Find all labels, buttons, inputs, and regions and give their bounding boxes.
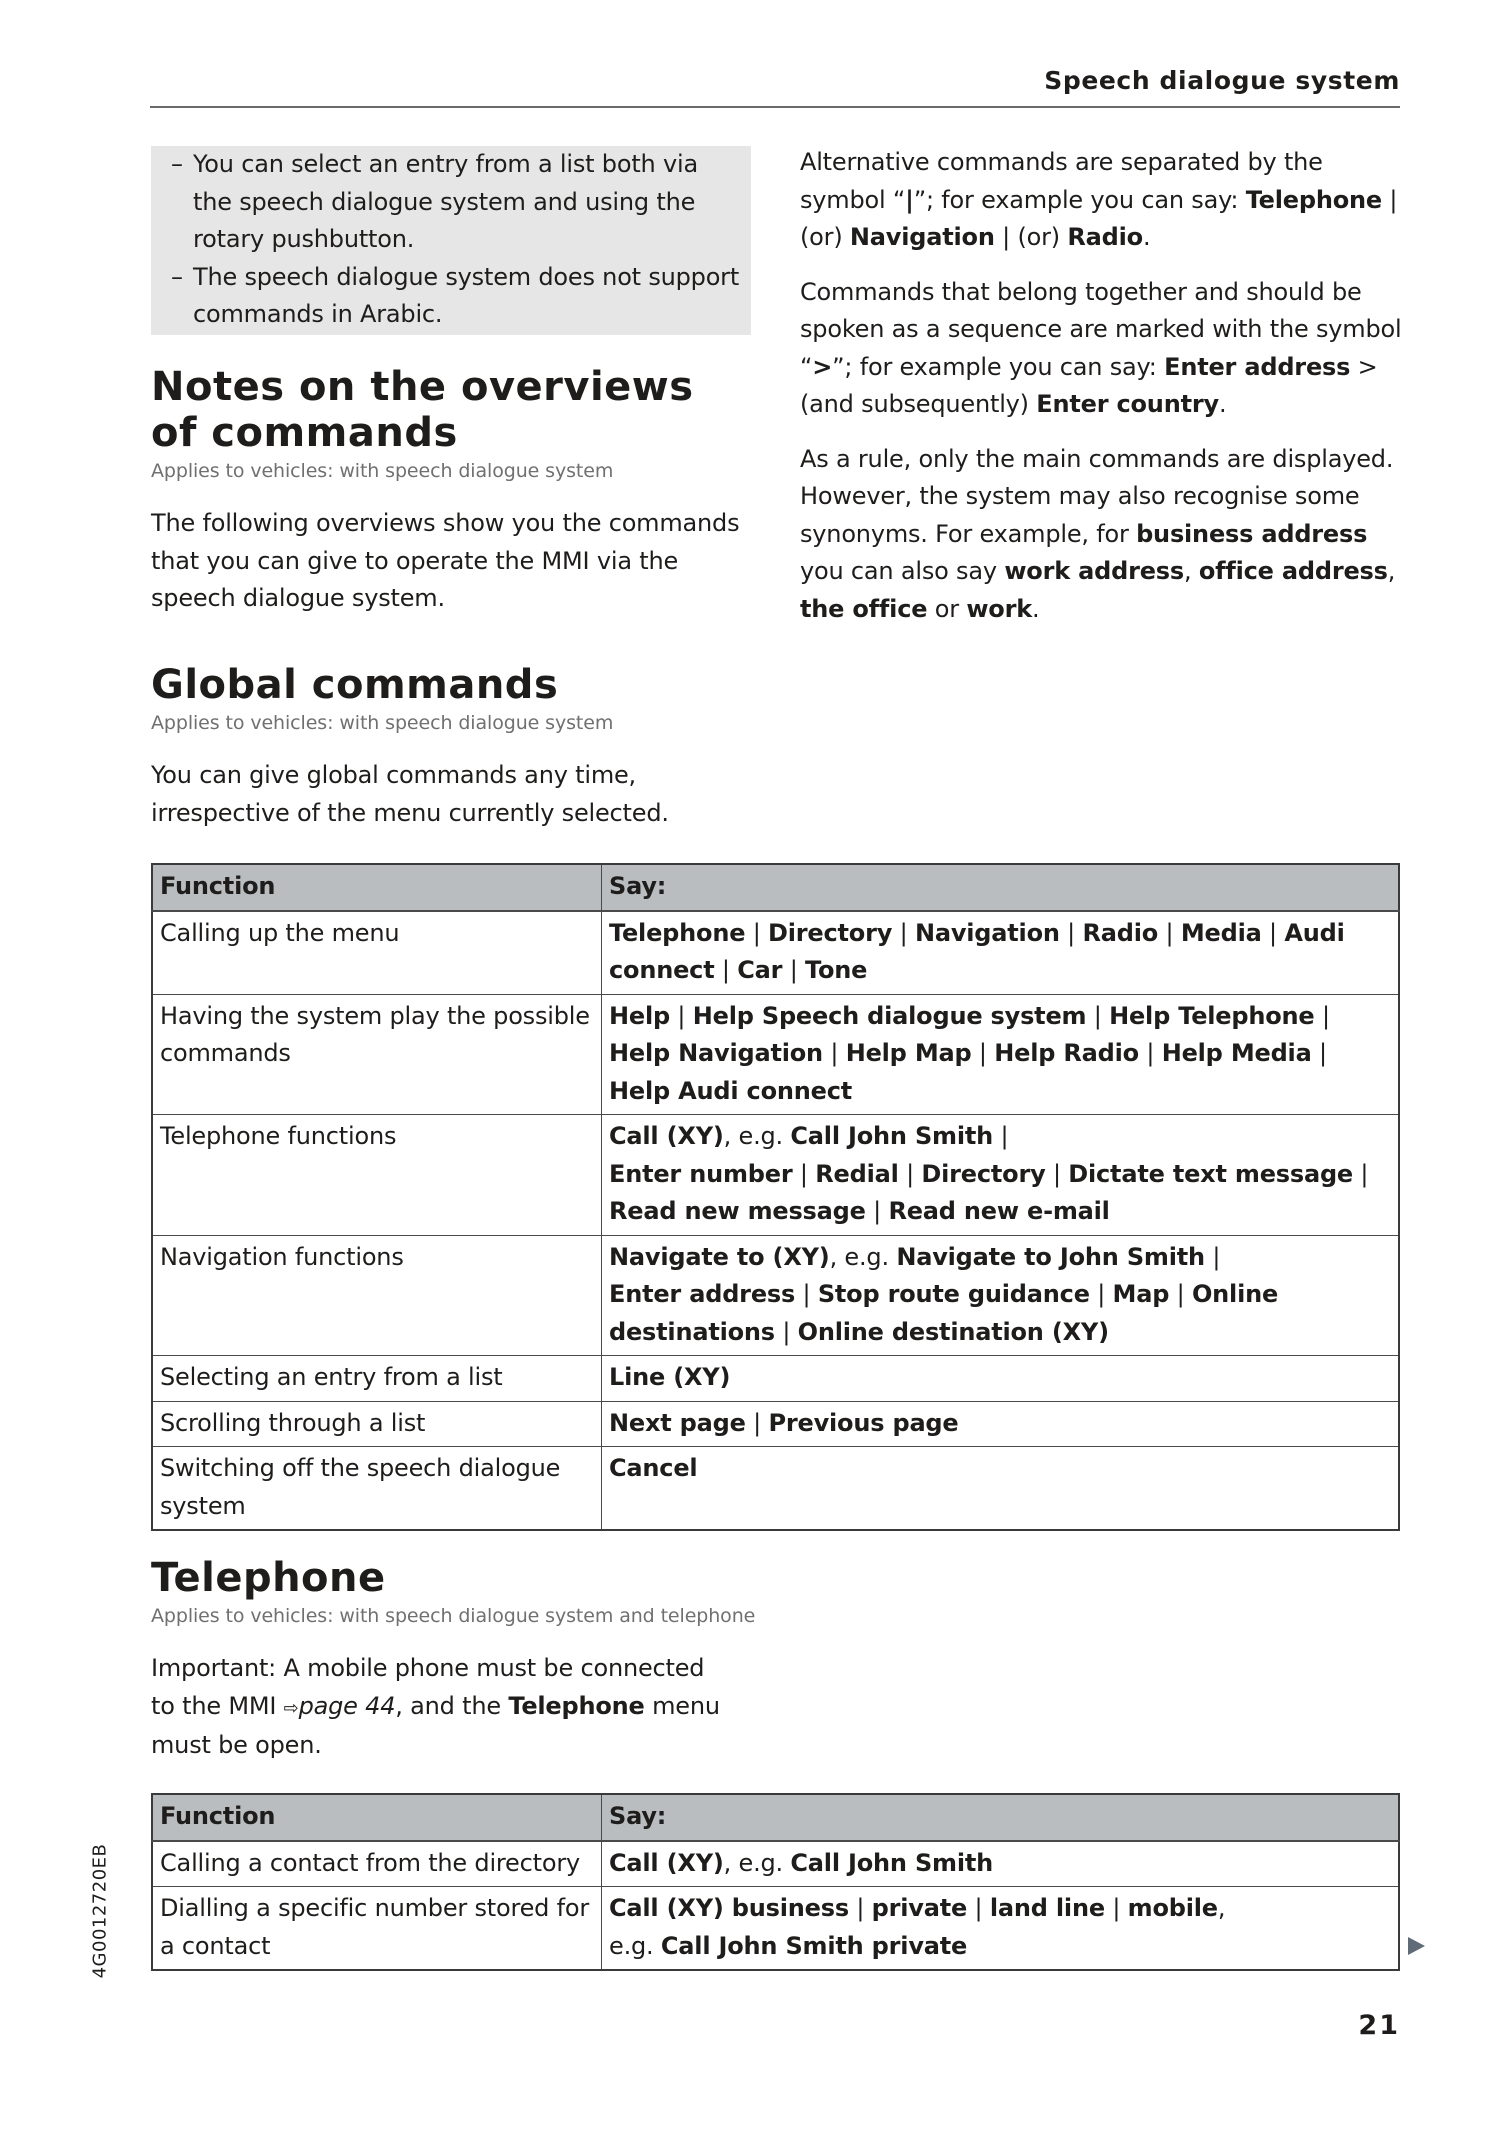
command-text: Call (XY): [609, 1122, 724, 1150]
text: you can also say: [800, 557, 1005, 585]
command-text: Help Radio: [994, 1039, 1139, 1067]
separator-text: |: [967, 1894, 990, 1922]
separator-text: |: [1353, 1159, 1369, 1188]
notes-heading-line2: of commands: [151, 410, 458, 456]
table-row: [152, 1401, 1399, 1447]
table-header-row: [152, 864, 1399, 911]
separator-text: |: [1314, 1001, 1330, 1030]
command-text: land line: [989, 1894, 1105, 1922]
function-cell: Calling up the menu: [152, 911, 602, 995]
command-text: Help Navigation: [609, 1039, 823, 1067]
page-number: 21: [1358, 2010, 1400, 2041]
text: ”; for example you can say:: [832, 352, 1165, 381]
command-text: work: [966, 594, 1032, 623]
text: | (or): [800, 185, 1398, 251]
telephone-paragraph: [151, 1650, 731, 1765]
command-text: Media: [1180, 918, 1262, 947]
command-text: Telephone: [609, 918, 746, 947]
command-text: Navigation: [849, 223, 995, 251]
column-header-say: Say:: [602, 1794, 1400, 1841]
command-text: Help Map: [845, 1039, 972, 1067]
column-header-function: Function: [152, 1794, 602, 1841]
telephone-commands-table: [151, 1793, 1400, 1971]
note-list: [171, 146, 741, 334]
separator-text: |: [782, 956, 806, 984]
separator-text: ,: [1217, 1894, 1226, 1922]
telephone-table-body: [152, 1841, 1399, 1971]
global-paragraph: You can give global commands any time, irrespective of the menu currently selected.: [151, 761, 669, 827]
command-text: Call (XY): [609, 1848, 724, 1877]
running-header-title: Speech dialogue system: [1044, 66, 1400, 95]
command-text: Enter number: [609, 1159, 793, 1188]
note-item: [171, 259, 741, 334]
command-text: Online destinations: [609, 1280, 1279, 1346]
separator-text: |: [1138, 1039, 1162, 1067]
function-cell: Having the system play the possible commands: [152, 994, 602, 1115]
header-divider: [150, 106, 1400, 108]
command-text: business address: [1136, 519, 1368, 548]
text: or: [927, 594, 967, 623]
command-text: Directory: [768, 918, 893, 947]
separator-text: |: [971, 1039, 995, 1067]
text: .: [1031, 594, 1040, 623]
command-text: Radio: [1082, 918, 1159, 947]
function-cell: Switching off the speech dialogue system: [152, 1447, 602, 1531]
table-header-row: [152, 1794, 1399, 1841]
say-cell: [602, 1887, 1400, 1971]
command-text: Redial: [815, 1159, 899, 1188]
function-cell: Calling a contact from the directory: [152, 1841, 602, 1887]
separator-text: |: [1261, 918, 1285, 947]
command-text: Navigation: [914, 918, 1060, 947]
command-text: Dictate text message: [1068, 1159, 1353, 1188]
command-text: Call (XY) business: [609, 1894, 849, 1922]
command-text: Navigate to (XY): [609, 1242, 830, 1271]
text: Important: A mobile phone must be connected to the MMI: [151, 1654, 705, 1720]
command-text: Call John Smith: [790, 1122, 994, 1150]
say-cell: [602, 1401, 1400, 1447]
separator-text: |: [1158, 918, 1181, 947]
command-text: Help Audi connect: [609, 1076, 853, 1105]
dash-bullet: –: [171, 262, 183, 291]
command-text: Online destination (XY): [797, 1317, 1109, 1346]
note-box: [151, 146, 751, 335]
function-cell: Telephone functions: [152, 1115, 602, 1236]
greater-than-symbol: >: [812, 352, 833, 381]
separator-text: e.g.: [609, 1931, 661, 1960]
global-commands-table: [151, 863, 1400, 1531]
document-code: [82, 1838, 118, 1983]
command-text: Enter address: [1164, 352, 1351, 381]
global-applies-text: Applies to vehicles: with speech dialogue system: [151, 712, 614, 734]
command-text: the office: [800, 594, 928, 623]
separator-text: |: [669, 1001, 693, 1030]
global-commands-heading: Global commands: [151, 662, 559, 708]
table-row: [152, 1887, 1399, 1971]
command-text: Call John Smith: [790, 1848, 994, 1877]
separator-text: , e.g.: [829, 1242, 897, 1271]
separator-text: |: [1169, 1280, 1192, 1308]
text: Commands that belong together and should be spoken as a sequence are marked with the symbol “: [800, 277, 1402, 381]
notes-heading-line1: Notes on the overviews: [151, 364, 694, 410]
text: As a rule, only the main commands are displayed. However, the system may also recognise some synonyms. For example, for: [800, 444, 1394, 548]
pipe-symbol: |: [905, 185, 914, 214]
separator-text: |: [745, 1408, 769, 1437]
separator-text: |: [745, 918, 769, 947]
table-row: [152, 1235, 1399, 1356]
separator-text: |: [865, 1197, 889, 1225]
text: , and the: [395, 1691, 509, 1720]
note-item-text: The speech dialogue system does not support commands in Arabic.: [193, 262, 740, 328]
text: ,: [1183, 557, 1199, 585]
say-cell: [602, 994, 1400, 1115]
say-cell: [602, 911, 1400, 995]
command-text: Help Telephone: [1109, 1001, 1315, 1030]
separator-text: |: [1104, 1894, 1128, 1922]
separator-text: |: [848, 1894, 872, 1922]
command-text: Next page: [609, 1408, 746, 1437]
text: > (and subsequently): [800, 352, 1378, 418]
document-code-text: 4G0012720EB: [89, 1843, 111, 1978]
notes-section: [151, 364, 751, 618]
say-cell: [602, 1115, 1400, 1236]
command-text: Help Media: [1161, 1039, 1312, 1067]
text: .: [1142, 223, 1151, 251]
note-item-text: You can select an entry from a list both via the speech dialogue system and using the rotary pushbutton.: [193, 150, 698, 253]
page-reference-link[interactable]: page 44: [298, 1691, 396, 1720]
triangle-right-icon: [1408, 1937, 1425, 1955]
command-text: Map: [1112, 1280, 1170, 1308]
column-header-say: Say:: [602, 864, 1400, 911]
command-text: private: [871, 1894, 968, 1922]
note-item: [171, 146, 741, 259]
table-row: [152, 1115, 1399, 1236]
text: Alternative commands are separated by the symbol “: [800, 148, 1323, 214]
command-text: Audi connect: [609, 918, 1345, 984]
command-text: Telephone: [508, 1691, 645, 1720]
separator-text: , e.g.: [723, 1122, 791, 1150]
table-row: [152, 994, 1399, 1115]
say-cell: [602, 1841, 1400, 1887]
separator-text: |: [1204, 1242, 1221, 1271]
command-text: Previous page: [768, 1408, 959, 1437]
say-cell: [602, 1356, 1400, 1402]
function-cell: Scrolling through a list: [152, 1401, 602, 1447]
separator-text: |: [795, 1280, 818, 1308]
command-text: Telephone: [1245, 185, 1382, 214]
global-commands-section: [151, 662, 751, 832]
command-text: office address: [1198, 557, 1388, 585]
command-text: Radio: [1067, 223, 1143, 251]
telephone-heading: Telephone: [151, 1555, 386, 1601]
table-row: [152, 911, 1399, 995]
text: ”; for example you can say:: [913, 185, 1246, 214]
separator-text: |: [774, 1317, 798, 1346]
synonyms-paragraph: [800, 441, 1405, 629]
separator-text: |: [714, 956, 738, 984]
command-text: Enter country: [1036, 390, 1219, 418]
text: .: [1218, 390, 1227, 418]
text: ,: [1387, 557, 1396, 585]
table-row: [152, 1356, 1399, 1402]
command-text: Stop route guidance: [817, 1280, 1090, 1308]
dash-bullet: –: [171, 150, 183, 178]
function-cell: Selecting an entry from a list: [152, 1356, 602, 1402]
table-row: [152, 1841, 1399, 1887]
telephone-applies-text: Applies to vehicles: with speech dialogue system and telephone: [151, 1605, 756, 1627]
separator-text: |: [822, 1039, 846, 1067]
separator-text: |: [898, 1159, 922, 1188]
separator-text: |: [1059, 918, 1083, 947]
command-text: Navigate to John Smith: [896, 1242, 1205, 1271]
command-text: Car: [737, 956, 783, 984]
command-text: Line (XY): [609, 1363, 731, 1391]
separator-text: |: [792, 1159, 816, 1188]
text: | (or): [994, 223, 1068, 251]
command-text: Read new message: [609, 1197, 866, 1225]
command-text: Directory: [921, 1159, 1046, 1188]
separator-text: |: [892, 918, 915, 947]
notes-applies-text: Applies to vehicles: with speech dialogue system: [151, 460, 614, 482]
function-cell: Navigation functions: [152, 1235, 602, 1356]
say-cell: [602, 1447, 1400, 1531]
command-text: Tone: [805, 956, 868, 984]
text: menu must be open.: [151, 1691, 720, 1759]
command-text: Enter address: [609, 1280, 796, 1308]
command-text: work address: [1004, 557, 1184, 585]
command-text: mobile: [1127, 1894, 1218, 1922]
separator-text: |: [1089, 1280, 1113, 1308]
command-text: Help: [609, 1001, 670, 1030]
notes-heading: [151, 364, 751, 456]
command-text: Read new e-mail: [888, 1197, 1110, 1225]
notes-paragraph: The following overviews show you the commands that you can give to operate the MMI via the speech dialogue system.: [151, 509, 740, 612]
separator-text: |: [1086, 1001, 1110, 1030]
command-text: Cancel: [609, 1454, 698, 1482]
say-cell: [602, 1235, 1400, 1356]
sequence-commands-paragraph: [800, 274, 1405, 424]
column-header-function: Function: [152, 864, 602, 911]
arrow-right-icon: ⇨: [283, 1697, 299, 1719]
separator-text: |: [1045, 1159, 1069, 1188]
alternative-commands-paragraph: [800, 144, 1405, 257]
telephone-section: [151, 1555, 801, 1765]
global-table-body: [152, 911, 1399, 1531]
table-row: [152, 1447, 1399, 1531]
command-text: Call John Smith private: [660, 1931, 968, 1960]
separator-text: |: [1311, 1039, 1327, 1067]
right-column: [800, 144, 1405, 628]
separator-text: , e.g.: [723, 1848, 791, 1877]
separator-text: |: [993, 1122, 1009, 1150]
command-text: Help Speech dialogue system: [692, 1001, 1087, 1030]
function-cell: Dialling a specific number stored for a contact: [152, 1887, 602, 1971]
